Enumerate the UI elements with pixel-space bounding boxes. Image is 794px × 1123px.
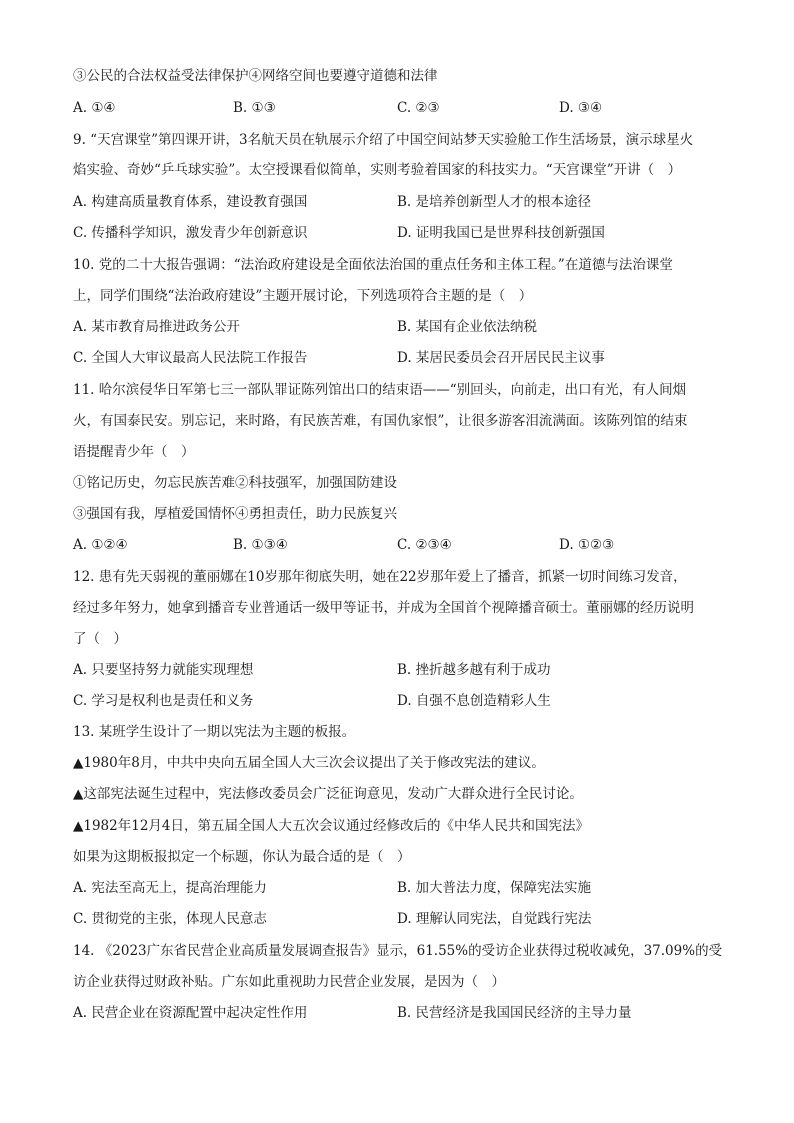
q13-option-c: C. 贯彻党的主张，体现人民意志 <box>73 911 267 927</box>
q12-stem-line-3: 了（ ） <box>73 631 127 647</box>
q12-option-d: D. 自强不息创造精彩人生 <box>397 693 551 709</box>
q11-option-a: A. ①②④ <box>73 537 128 553</box>
q13-options-row-1 <box>73 880 753 896</box>
q14-option-a: A. 民营企业在资源配置中起决定性作用 <box>73 1005 308 1021</box>
q13-bullet-2: ▲这部宪法诞生过程中，宪法修改委员会广泛征询意见，发动广大群众进行全民讨论。 <box>73 786 583 802</box>
q8-option-b: B. ①③ <box>233 100 276 116</box>
q10-option-c: C. 全国人大审议最高人民法院工作报告 <box>73 350 308 366</box>
q13-option-b: B. 加大普法力度，保障宪法实施 <box>397 880 592 896</box>
q13-bullet-3: ▲1982年12月4日，第五届全国人大五次会议通过经修改后的《中华人民共和国宪法》 <box>73 818 590 834</box>
q8-option-d: D. ③④ <box>559 100 603 116</box>
q12-options-row-2 <box>73 693 753 709</box>
q12-option-c: C. 学习是权利也是责任和义务 <box>73 693 254 709</box>
q8-option-a: A. ①④ <box>73 100 116 116</box>
q13-option-a: A. 宪法至高无上，提高治理能力 <box>73 880 267 896</box>
q10-options-row-2 <box>73 350 753 366</box>
q12-option-a: A. 只要坚持努力就能实现理想 <box>73 662 254 678</box>
q8-option-c: C. ②③ <box>397 100 440 116</box>
q9-stem-line-1: 9. “天宫课堂”第四课开讲，3名航天员在轨展示介绍了中国空间站梦天实验舱工作生活场景，演示球星火 <box>73 132 694 148</box>
q13-option-d: D. 理解认同宪法，自觉践行宪法 <box>397 911 592 927</box>
q9-option-d: D. 证明我国已是世界科技创新强国 <box>397 225 605 241</box>
q11-option-d: D. ①②③ <box>559 537 615 553</box>
q10-option-b: B. 某国有企业依法纳税 <box>397 319 538 335</box>
q11-options <box>73 537 753 553</box>
q12-stem-line-2: 经过多年努力，她拿到播音专业普通话一级甲等证书，并成为全国首个视障播音硕士。董丽娜的经历说明 <box>73 600 694 616</box>
q13-options-row-2 <box>73 911 753 927</box>
q13-stem-line-1: 13. 某班学生设计了一期以宪法为主题的板报。 <box>73 724 356 740</box>
q14-stem-line-1: 14. 《2023广东省民营企业高质量发展调查报告》显示，61.55%的受访企业获得过税收减免，37.09%的受 <box>73 943 723 959</box>
q12-options-row-1 <box>73 662 753 678</box>
q14-option-b: B. 民营经济是我国国民经济的主导力量 <box>397 1005 632 1021</box>
q11-statement-line-2: ③强国有我，厚植爱国情怀④勇担责任，助力民族复兴 <box>73 506 397 522</box>
q10-options-row-1 <box>73 319 753 335</box>
q11-option-c: C. ②③④ <box>397 537 452 553</box>
q10-stem-line-2: 上，同学们围绕“法治政府建设”主题开展讨论，下列选项符合主题的是（ ） <box>73 288 533 304</box>
q9-options-row-1 <box>73 194 753 210</box>
q13-bullet-1: ▲1980年8月，中共中央向五届全国人大三次会议提出了关于修改宪法的建议。 <box>73 755 545 771</box>
q9-option-b: B. 是培养创新型人才的根本途径 <box>397 194 592 210</box>
q10-option-a: A. 某市教育局推进政务公开 <box>73 319 240 335</box>
q10-stem-line-1: 10. 党的二十大报告强调：“法治政府建设是全面依法治国的重点任务和主体工程。”在道德与法治课堂 <box>73 257 673 273</box>
q11-stem-line-1: 11. 哈尔滨侵华日军第七三一部队罪证陈列馆出口的结束语——“别回头，向前走，出口有光，有人间烟 <box>73 382 687 398</box>
q8-options <box>73 100 753 116</box>
q9-stem-line-2: 焰实验、奇妙“乒乓球实验”。太空授课看似简单，实则考验着国家的科技实力。“天宫课堂”开讲（ ） <box>73 162 682 178</box>
q12-option-b: B. 挫折越多越有利于成功 <box>397 662 551 678</box>
q13-question-line: 如果为这期板报拟定一个标题，你认为最合适的是（ ） <box>73 849 411 865</box>
q11-option-b: B. ①③④ <box>233 537 288 553</box>
q9-option-c: C. 传播科学知识，激发青少年创新意识 <box>73 225 308 241</box>
q14-options-row-1 <box>73 1005 753 1021</box>
q10-option-d: D. 某居民委员会召开居民民主议事 <box>397 350 605 366</box>
q9-option-a: A. 构建高质量教育体系，建设教育强国 <box>73 194 308 210</box>
q9-options-row-2 <box>73 225 753 241</box>
q14-stem-line-2: 访企业获得过财政补贴。广东如此重视助力民营企业发展，是因为（ ） <box>73 974 505 990</box>
q11-stem-line-2: 火，有国泰民安。别忘记，来时路，有民族苦难，有国仇家恨”，让很多游客泪流满面。该陈列馆的结束 <box>73 413 688 429</box>
q8-statement-line: ③公民的合法权益受法律保护④网络空间也要遵守道德和法律 <box>73 68 438 84</box>
q11-stem-line-3: 语提醒青少年（ ） <box>73 444 195 460</box>
q11-statement-line-1: ①铭记历史，勿忘民族苦难②科技强军，加强国防建设 <box>73 475 397 491</box>
q12-stem-line-1: 12. 患有先天弱视的董丽娜在10岁那年彻底失明，她在22岁那年爱上了播音，抓紧一切时间练习发音， <box>73 569 687 585</box>
